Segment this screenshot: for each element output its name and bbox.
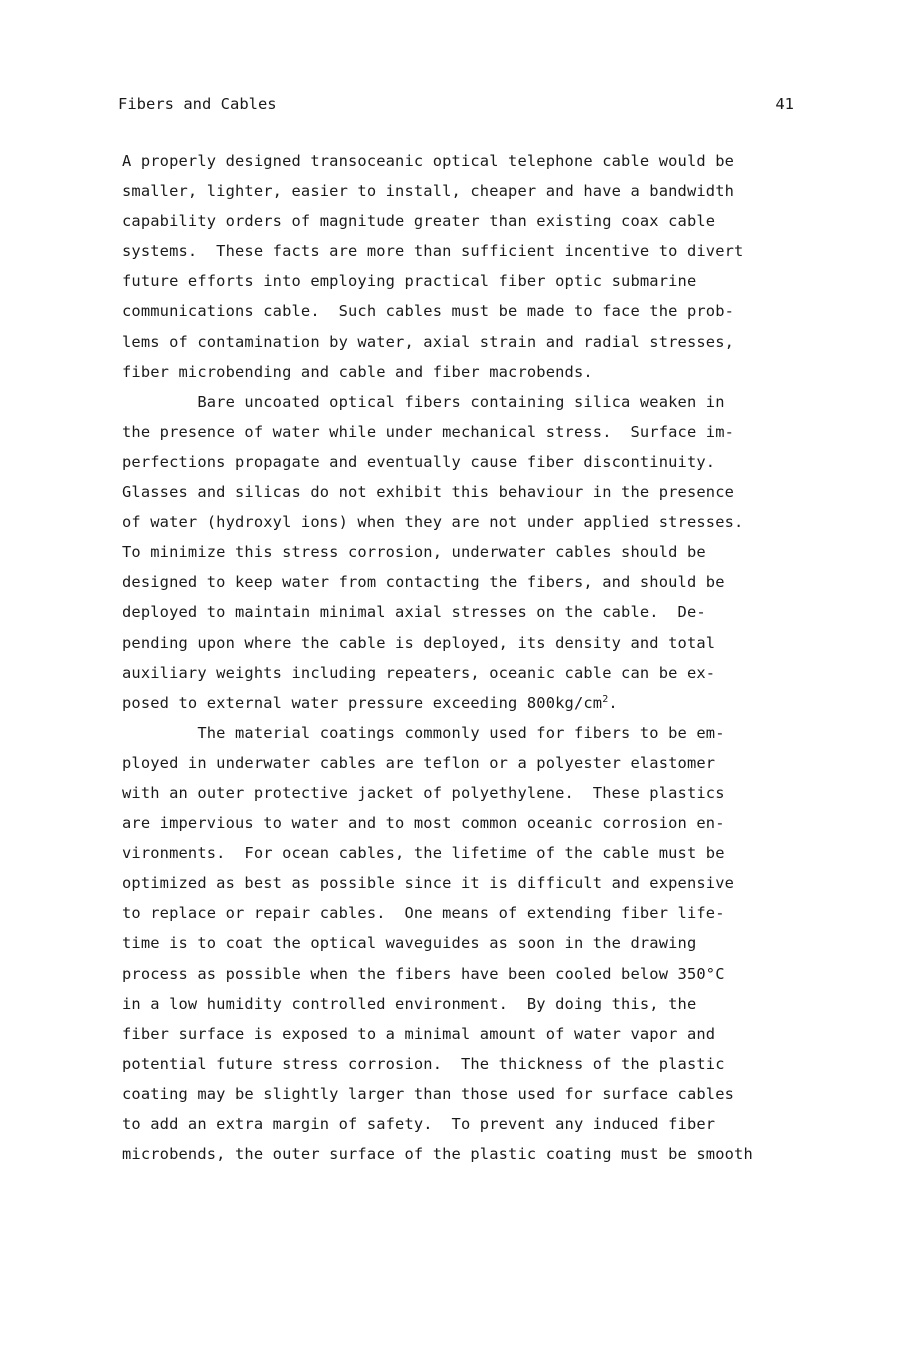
text-line: to add an extra margin of safety. To prevent any induced fiber (122, 1115, 716, 1133)
running-head-title: Fibers and Cables (118, 95, 277, 113)
page-number: 41 (775, 95, 794, 113)
text-line: A properly designed transoceanic optical telephone cable would be (122, 152, 735, 170)
text-line: coating may be slightly larger than those used for surface cables (122, 1084, 735, 1103)
running-head (118, 92, 794, 116)
text-line: in a low humidity controlled environment. By doing this, the (122, 994, 697, 1013)
sentence-end: . (608, 693, 618, 712)
text-line: The material coatings commonly used for fibers to be em- (122, 723, 725, 742)
text-line: fiber microbending and cable and fiber macrobends. (122, 362, 593, 381)
text-line: designed to keep water from contacting the fibers, and should be (122, 573, 725, 592)
text-line: capability orders of magnitude greater than existing coax cable (122, 212, 716, 231)
text-line: Bare uncoated optical fibers containing silica weaken in (122, 392, 725, 411)
text-line: future efforts into employing practical fiber optic submarine (122, 272, 697, 291)
text-line: with an outer protective jacket of polyethylene. These plastics (122, 783, 725, 802)
text-line: the presence of water while under mechanical stress. Surface im- (122, 422, 735, 441)
text-line: of water (hydroxyl ions) when they are not under applied stresses. (122, 513, 744, 532)
text-line: auxiliary weights including repeaters, oceanic cable can be ex- (122, 663, 716, 682)
text-line: are impervious to water and to most common oceanic corrosion en- (122, 814, 725, 833)
text-line: ployed in underwater cables are teflon or a polyester elastomer (122, 753, 716, 772)
text-line: process as possible when the fibers have been cooled below 350°C (122, 964, 725, 983)
text-line: to replace or repair cables. One means of extending fiber life- (122, 904, 725, 923)
text-line: communications cable. Such cables must be made to face the prob- (122, 302, 735, 321)
text-line: vironments. For ocean cables, the lifetime of the cable must be (122, 844, 725, 863)
text-line: deployed to maintain minimal axial stresses on the cable. De- (122, 603, 706, 622)
text-line: To minimize this stress corrosion, underwater cables should be (122, 543, 706, 562)
text-line-with-superscript (122, 688, 802, 718)
text-line: fiber surface is exposed to a minimal amount of water vapor and (122, 1024, 716, 1043)
text-line: time is to coat the optical waveguides as soon in the drawing (122, 934, 697, 953)
superscript: 2 (602, 693, 609, 705)
body-text (122, 146, 802, 1169)
text-line: systems. These facts are more than sufficient incentive to divert (122, 242, 744, 261)
text-line: pending upon where the cable is deployed, its density and total (122, 633, 716, 652)
text-line: potential future stress corrosion. The thickness of the plastic (122, 1054, 725, 1073)
pressure-text: posed to external water pressure exceeding 800kg/cm (122, 693, 603, 712)
text-line: perfections propagate and eventually cause fiber discontinuity. (122, 452, 716, 471)
text-line: lems of contamination by water, axial strain and radial stresses, (122, 332, 735, 351)
text-line: smaller, lighter, easier to install, cheaper and have a bandwidth (122, 182, 735, 201)
text-line: microbends, the outer surface of the plastic coating must be smooth (122, 1145, 753, 1164)
text-line: Glasses and silicas do not exhibit this behaviour in the presence (122, 483, 735, 502)
text-line: optimized as best as possible since it is difficult and expensive (122, 874, 735, 893)
